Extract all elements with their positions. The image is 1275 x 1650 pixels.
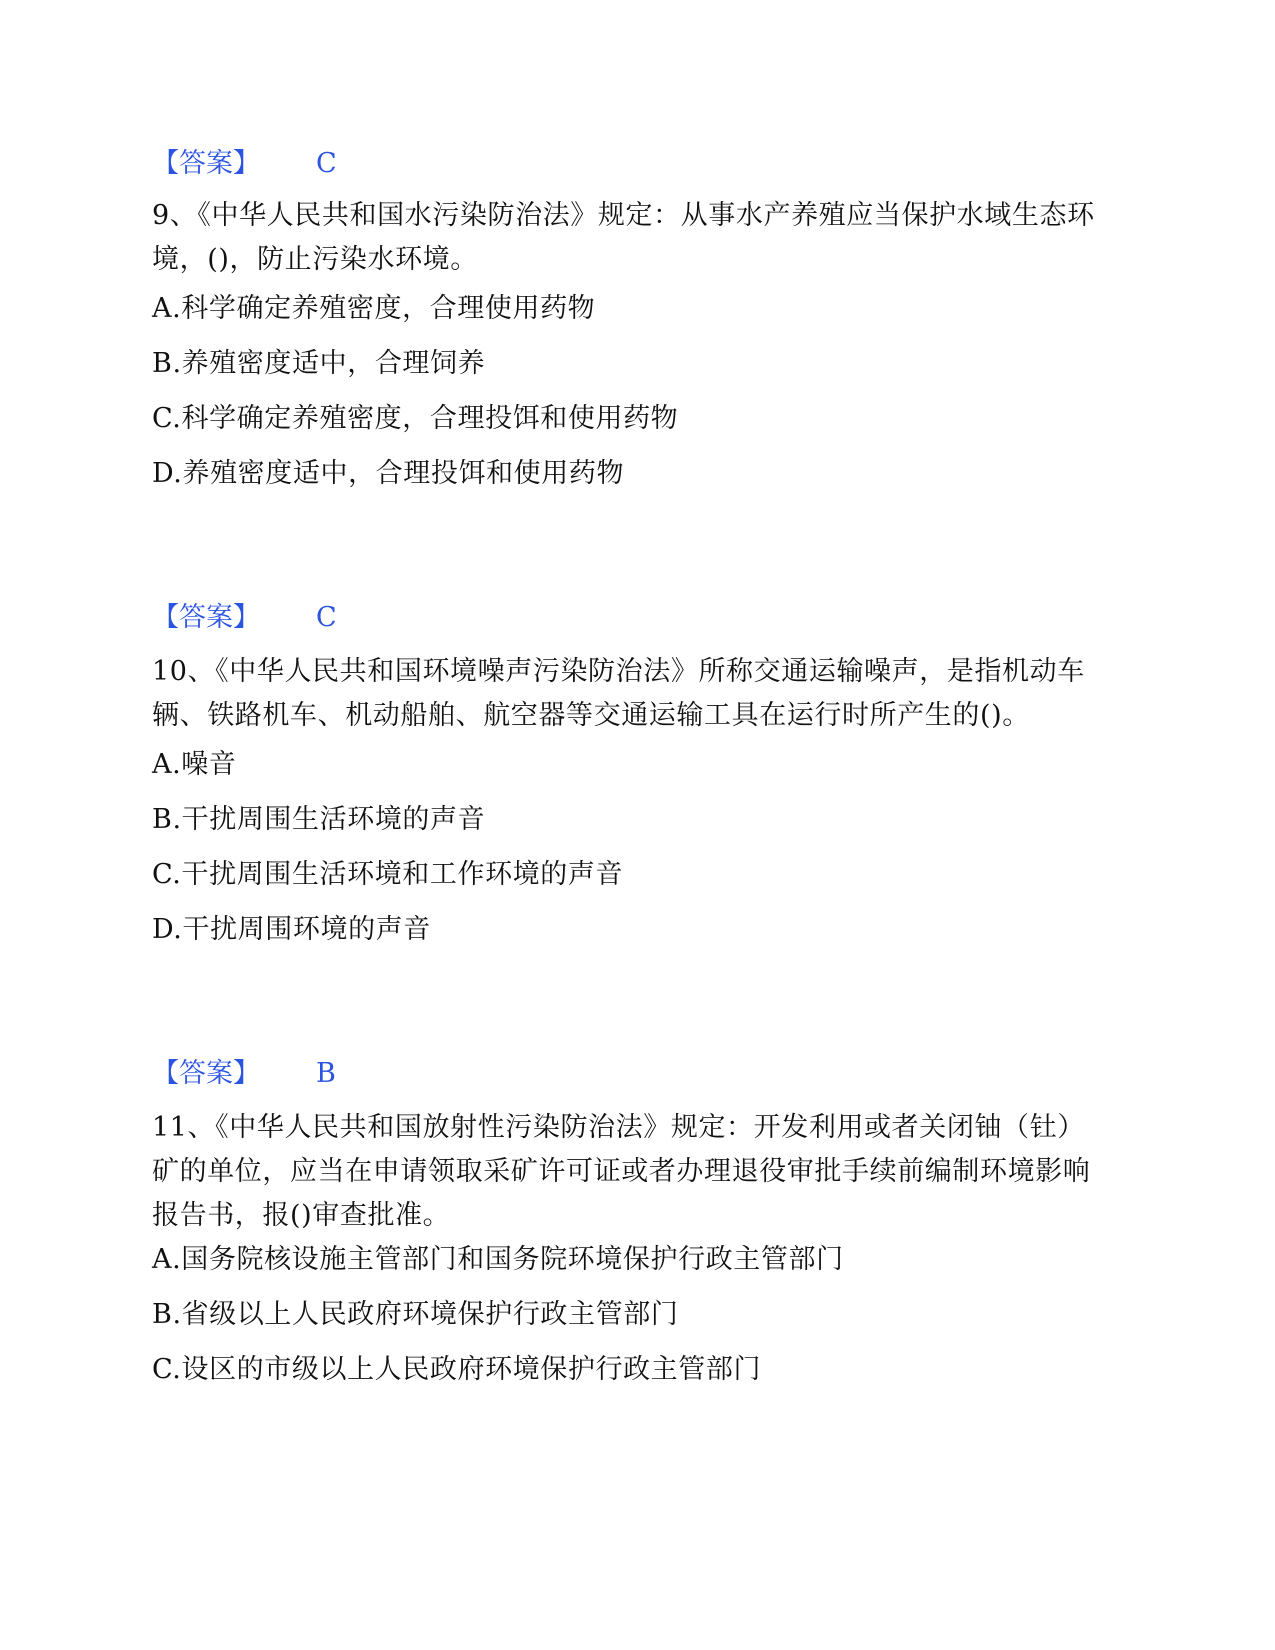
answer-row — [152, 1056, 336, 1092]
answer-letter: B — [316, 1058, 336, 1089]
question-11-option-c: C.设区的市级以上人民政府环境保护行政主管部门 — [152, 1354, 762, 1385]
question-9-option-b: B.养殖密度适中，合理饲养 — [152, 348, 486, 379]
question-10-text: 10、《中华人民共和国环境噪声污染防治法》所称交通运输噪声，是指机动车辆、铁路机车、机动船舶、航空器等交通运输工具在运行时所产生的()。 — [152, 656, 1085, 731]
answer-row — [152, 146, 337, 182]
question-9-option-c: C.科学确定养殖密度，合理投饵和使用药物 — [152, 403, 679, 434]
question-10-option-a: A.噪音 — [152, 749, 237, 780]
question-11-option-b: B.省级以上人民政府环境保护行政主管部门 — [152, 1299, 679, 1330]
answer-letter: C — [316, 602, 337, 633]
question-10-option-c: C.干扰周围生活环境和工作环境的声音 — [152, 859, 624, 890]
question-11-text: 11、《中华人民共和国放射性污染防治法》规定：开发利用或者关闭铀（钍）矿的单位，应当在申请领取采矿许可证或者办理退役审批手续前编制环境影响报告书，报()审查批准。 — [152, 1112, 1091, 1231]
answer-label: 【答案】 — [152, 602, 260, 633]
answer-label: 【答案】 — [152, 148, 260, 179]
question-10-option-d: D.干扰周围环境的声音 — [152, 914, 431, 945]
question-9-option-d: D.养殖密度适中，合理投饵和使用药物 — [152, 458, 625, 489]
question-9-option-a: A.科学确定养殖密度，合理使用药物 — [152, 293, 596, 324]
answer-row — [152, 600, 337, 636]
question-9-text: 9、《中华人民共和国水污染防治法》规定：从事水产养殖应当保护水域生态环境，()，防止污染水环境。 — [152, 200, 1095, 275]
question-10-option-b: B.干扰周围生活环境的声音 — [152, 804, 486, 835]
question-11-option-a: A.国务院核设施主管部门和国务院环境保护行政主管部门 — [152, 1244, 844, 1275]
answer-letter: C — [316, 148, 337, 179]
answer-label: 【答案】 — [152, 1058, 260, 1089]
